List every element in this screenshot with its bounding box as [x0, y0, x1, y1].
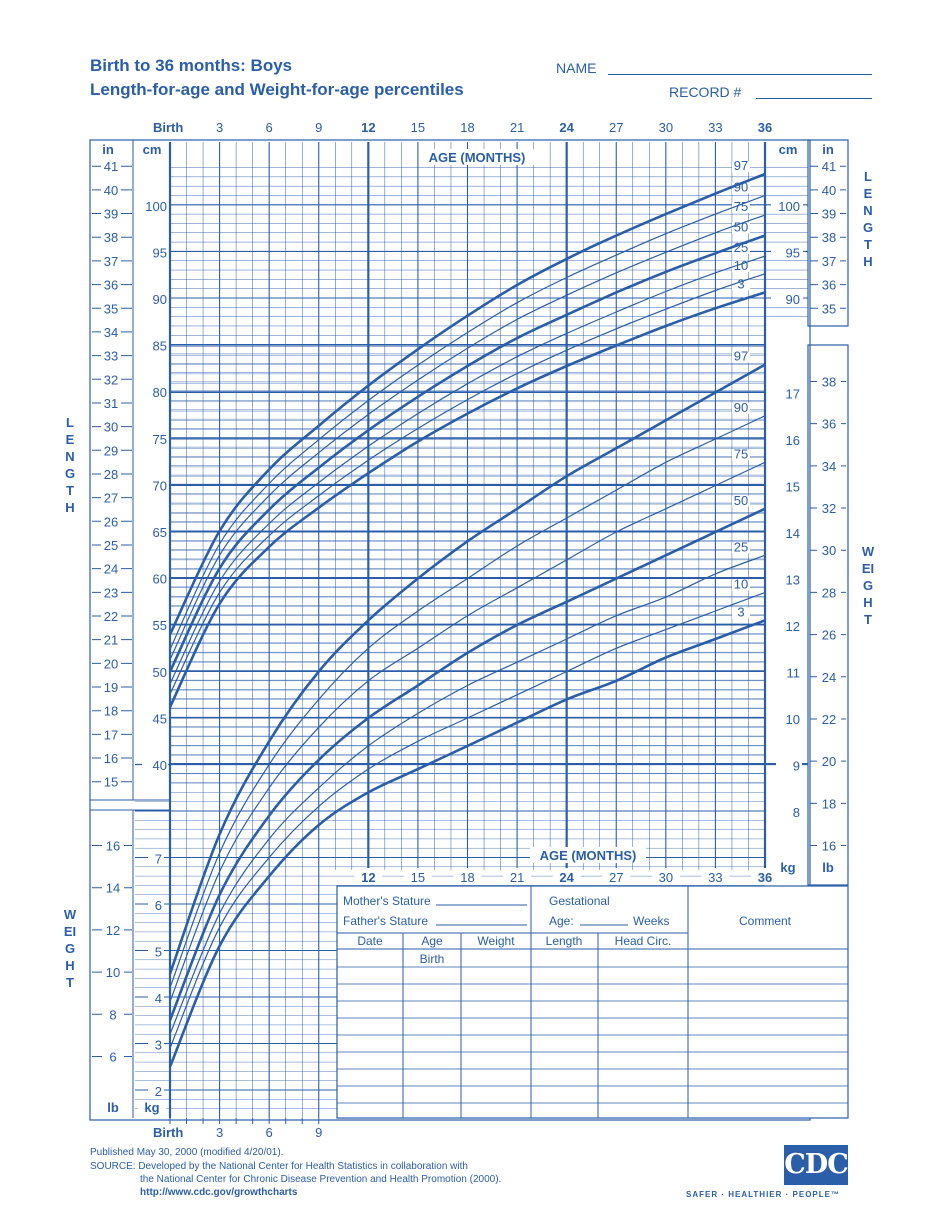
in-right-tick-label: 36: [821, 277, 837, 293]
in-tick-label: 40: [103, 182, 119, 198]
cm-right-tick-label: 95: [785, 245, 800, 261]
in-right-tick-label: 40: [821, 182, 837, 198]
lb-right-tick-label: 36: [821, 416, 837, 432]
in-tick-label: 16: [103, 751, 119, 767]
unit-label: cm: [778, 142, 798, 157]
x-tick-bottom-label: 3: [215, 1125, 224, 1140]
weight-axis-word-right: WEIGHT: [861, 544, 875, 627]
unit-label: kg: [144, 1100, 160, 1115]
in-right-tick-label: 39: [821, 206, 837, 222]
lb-tick-label: 6: [109, 1049, 117, 1065]
lb-right-tick-label: 20: [821, 754, 837, 770]
kg-right-tick-label: 15: [785, 479, 800, 495]
unit-label: kg: [780, 860, 796, 875]
kg-right-tick-label: 16: [785, 433, 800, 448]
length-percentile-label-10: 10: [733, 257, 749, 273]
in-tick-label: 39: [103, 206, 119, 222]
x-tick-top-label: 21: [509, 120, 525, 135]
lb-right-tick-label: 30: [821, 543, 837, 559]
mothers-stature-label: Mother's Stature: [343, 894, 431, 908]
birth-row-age: Birth: [419, 952, 445, 966]
in-tick-label: 35: [103, 301, 119, 317]
x-tick-top-label: 24: [559, 120, 574, 135]
x-tick-top-label: 33: [708, 120, 723, 135]
cm-tick-label: 85: [152, 338, 167, 354]
x-tick-mid-label: 21: [509, 870, 525, 885]
age-months-label-mid: AGE (MONTHS): [539, 848, 637, 863]
name-label: NAME: [556, 60, 597, 76]
growthcharts-link[interactable]: http://www.cdc.gov/growthcharts: [140, 1187, 298, 1198]
table-column-header: Date: [357, 934, 383, 948]
in-tick-label: 25: [103, 537, 119, 553]
in-tick-label: 27: [103, 490, 119, 506]
x-tick-top-label: 6: [265, 120, 273, 135]
lb-right-tick-label: 22: [821, 711, 837, 727]
lb-tick-label: 14: [105, 880, 121, 896]
x-tick-top-label: Birth: [153, 120, 184, 135]
cm-tick-label: 95: [152, 245, 167, 261]
x-tick-mid-label: 12: [361, 870, 376, 885]
cm-tick-label: 90: [152, 292, 167, 307]
in-tick-label: 29: [103, 443, 119, 459]
weight-percentile-label-50: 50: [733, 492, 749, 508]
weight-percentile-label-90: 90: [733, 399, 749, 415]
table-column-header: Length: [545, 934, 583, 948]
kg-right-tick-label: 10: [785, 712, 800, 727]
cm-tick-label: 65: [152, 525, 167, 540]
in-tick-label: 33: [103, 348, 119, 364]
lb-right-tick-label: 34: [821, 458, 837, 474]
unit-label: cm: [142, 142, 162, 157]
in-right-tick-label: 41: [821, 159, 837, 175]
cm-tick-label: 50: [152, 664, 167, 680]
kg-right-tick-label: 17: [785, 386, 800, 402]
in-tick-label: 30: [103, 419, 119, 435]
x-tick-bottom-label: 9: [315, 1125, 323, 1140]
in-tick-label: 32: [103, 372, 119, 388]
lb-right-tick-label: 32: [821, 501, 837, 517]
in-tick-label: 36: [103, 277, 119, 293]
x-tick-top-label: 30: [658, 120, 674, 135]
kg-tick-label: 5: [154, 944, 162, 960]
unit-label: in: [102, 142, 114, 157]
weight-percentile-label-97: 97: [733, 348, 749, 364]
in-tick-label: 20: [103, 656, 119, 672]
length-percentile-label-3: 3: [737, 276, 745, 292]
in-tick-label: 15: [103, 774, 119, 790]
in-tick-label: 19: [103, 680, 119, 696]
in-tick-label: 37: [103, 253, 119, 269]
x-tick-mid-label: 33: [708, 870, 723, 885]
length-axis-word-right: LENGTH: [862, 169, 874, 269]
cdc-slogan: SAFER · HEALTHIER · PEOPLE™: [686, 1190, 840, 1199]
x-tick-top-label: 18: [460, 120, 475, 135]
age-months-label-top: AGE (MONTHS): [428, 150, 526, 165]
weight-axis-word-left: WEIGHT: [63, 907, 77, 990]
cm-tick-label: 80: [152, 385, 167, 401]
kg-tick-label: 7: [154, 851, 162, 867]
cm-tick-label: 45: [152, 711, 167, 727]
table-column-header: Head Circ.: [614, 934, 672, 948]
chart-title-line2: Length-for-age and Weight-for-age percentiles: [90, 80, 464, 99]
x-tick-bottom-label: Birth: [153, 1125, 184, 1140]
cm-tick-label: 40: [152, 758, 167, 773]
lb-tick-label: 12: [105, 922, 121, 938]
in-tick-label: 18: [103, 703, 119, 719]
x-tick-top-label: 15: [410, 120, 426, 135]
chart-title-line1: Birth to 36 months: Boys: [90, 56, 293, 75]
kg-right-tick-label: 14: [785, 526, 800, 541]
x-tick-mid-label: 30: [658, 870, 674, 885]
length-percentile-label-75: 75: [733, 199, 749, 215]
lb-right-tick-label: 24: [821, 669, 837, 685]
lb-right-tick-label: 38: [821, 374, 837, 390]
x-tick-bottom-label: 6: [265, 1125, 273, 1140]
kg-tick-label: 3: [154, 1037, 162, 1053]
table-column-header: Age: [421, 934, 443, 948]
fathers-stature-label: Father's Stature: [343, 914, 428, 928]
kg-right-tick-label: 13: [785, 572, 800, 588]
x-tick-mid-label: 18: [460, 870, 475, 885]
x-tick-mid-label: 27: [609, 870, 624, 885]
in-right-tick-label: 37: [821, 253, 837, 269]
kg-right-tick-label: 9: [792, 758, 800, 774]
weeks-label: Weeks: [633, 914, 670, 928]
x-tick-top-label: 9: [315, 120, 323, 135]
in-tick-label: 38: [103, 230, 119, 246]
in-tick-label: 21: [103, 632, 119, 648]
cm-tick-label: 100: [145, 198, 167, 214]
kg-tick-label: 6: [154, 898, 162, 913]
weight-percentile-label-10: 10: [733, 576, 749, 592]
record-label: RECORD #: [669, 84, 742, 100]
kg-right-tick-label: 8: [792, 805, 800, 820]
in-tick-label: 26: [103, 514, 119, 530]
comment-label: Comment: [738, 914, 792, 928]
in-tick-label: 34: [103, 324, 119, 340]
source-line2: the National Center for Chronic Disease Prevention and Health Promotion (2000).: [140, 1174, 502, 1185]
weight-percentile-label-75: 75: [733, 446, 749, 462]
cdc-logo: CDC: [784, 1145, 848, 1185]
in-tick-label: 41: [103, 159, 119, 175]
unit-label: lb: [107, 1100, 119, 1115]
weight-percentile-label-25: 25: [733, 539, 749, 555]
unit-label: lb: [822, 860, 834, 875]
in-tick-label: 23: [103, 585, 119, 601]
length-percentile-label-90: 90: [733, 179, 749, 195]
in-tick-label: 31: [103, 395, 119, 411]
unit-label: in: [822, 142, 834, 157]
kg-tick-label: 2: [154, 1084, 162, 1099]
gestational-label: Gestational: [549, 894, 610, 908]
cm-tick-label: 60: [152, 571, 167, 587]
length-percentile-label-50: 50: [733, 219, 749, 235]
x-tick-top-label: 3: [215, 120, 224, 135]
gestational-age-label: Age:: [549, 914, 574, 928]
in-right-tick-label: 35: [821, 301, 837, 317]
cm-right-tick-label: 90: [785, 292, 800, 307]
table-column-header: Weight: [477, 934, 515, 948]
source-line1: SOURCE: Developed by the National Center for Health Statistics in collaboration with: [90, 1161, 468, 1172]
x-tick-top-label: 36: [757, 120, 773, 135]
lb-right-tick-label: 18: [821, 796, 837, 812]
x-tick-mid-label: 15: [410, 870, 426, 885]
kg-right-tick-label: 12: [785, 619, 800, 634]
x-tick-mid-label: 36: [757, 870, 773, 885]
cm-right-tick-label: 100: [778, 198, 800, 214]
lb-tick-label: 16: [105, 838, 121, 854]
cm-tick-label: 55: [152, 618, 167, 634]
lb-right-tick-label: 26: [821, 627, 837, 643]
in-right-tick-label: 38: [821, 230, 837, 246]
lb-tick-label: 8: [109, 1007, 117, 1023]
lb-right-tick-label: 28: [821, 585, 837, 601]
length-percentile-label-97: 97: [733, 158, 749, 174]
cm-tick-label: 70: [152, 478, 167, 494]
in-tick-label: 24: [103, 561, 119, 577]
x-tick-mid-label: 24: [559, 870, 574, 885]
cm-tick-label: 75: [152, 431, 167, 447]
x-tick-top-label: 27: [609, 120, 624, 135]
length-axis-word-left: LENGTH: [64, 415, 76, 515]
lb-right-tick-label: 16: [821, 838, 837, 854]
kg-tick-label: 4: [154, 991, 162, 1006]
lb-tick-label: 10: [105, 965, 121, 981]
weight-percentile-label-3: 3: [737, 604, 745, 620]
published-note: Published May 30, 2000 (modified 4/20/01).: [90, 1147, 284, 1158]
in-tick-label: 28: [103, 466, 119, 482]
x-tick-top-label: 12: [361, 120, 376, 135]
length-percentile-label-25: 25: [733, 240, 749, 256]
kg-right-tick-label: 11: [786, 665, 800, 681]
in-tick-label: 22: [103, 608, 119, 624]
in-tick-label: 17: [103, 727, 119, 743]
